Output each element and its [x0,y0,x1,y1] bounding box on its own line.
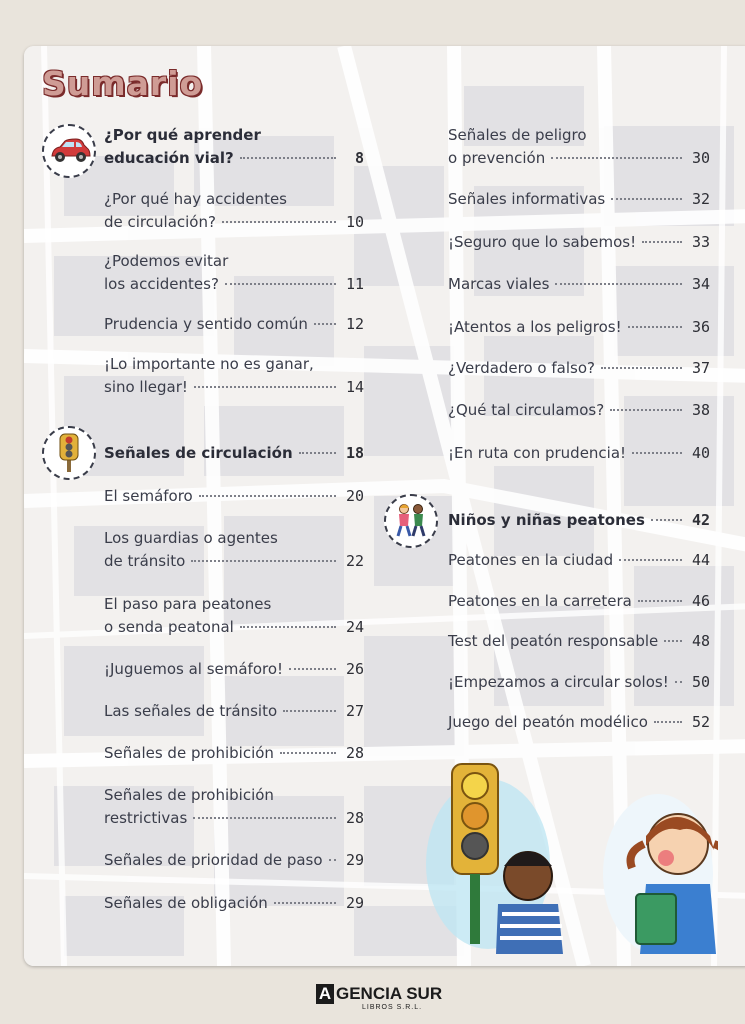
toc-entry-title: ¡En ruta con prudencia! [448,444,627,462]
toc-entry[interactable] [104,353,364,399]
toc-entry-page: 29 [345,894,364,912]
toc-entry[interactable] [448,711,710,734]
toc-entry[interactable] [448,231,710,254]
toc-entry-title: Prudencia y sentido común [104,315,308,333]
leader-dots [675,681,682,683]
toc-entry[interactable] [104,593,364,639]
toc-entry-page: 33 [691,233,710,251]
leader-dots [628,326,682,328]
toc-entry-page: 12 [345,315,364,333]
toc-entry-title: ¿Verdadero o falso? [448,359,595,377]
toc-entry[interactable] [104,700,364,723]
toc-entry[interactable] [104,742,364,765]
toc-entry[interactable] [448,124,710,170]
page-title: Sumario [42,64,204,103]
toc-entry-title: Señales de prohibición [104,744,274,762]
toc-entry-title: Peatones en la carretera [448,592,632,610]
toc-entry[interactable] [104,784,364,830]
toc-entry-page: 27 [345,702,364,720]
toc-entry[interactable] [104,313,364,336]
toc-entry-title: Marcas viales [448,275,550,293]
toc-entry-page: 38 [691,401,710,419]
leader-dots [191,560,336,562]
toc-entry[interactable] [448,509,710,532]
toc-entry[interactable] [104,892,364,915]
toc-entry-title: los accidentes? [104,275,219,293]
toc-entry-title-line1: Señales de prohibición [104,786,274,804]
leader-dots [619,559,682,561]
toc-entry-title: o senda peatonal [104,618,234,636]
toc-entry[interactable] [448,549,710,572]
toc-entry-page: 28 [345,744,364,762]
toc-entry-title: Test del peatón responsable [448,632,659,650]
car-icon [42,124,96,178]
toc-entry-title: Juego del peatón modélico [448,713,648,731]
toc-entry-title: educación vial? [104,149,234,167]
toc-entry-title: ¿Qué tal circulamos? [448,401,605,419]
toc-entry-page: 52 [691,713,710,731]
pedestrian-kids-icon [384,494,438,548]
leader-dots [225,283,336,285]
leader-dots [654,721,682,723]
toc-entry-title: Señales de circulación [104,444,293,462]
toc-entry[interactable] [448,188,710,211]
leader-dots [555,283,682,285]
kids-traffic-light-illustration [418,754,718,954]
toc-entry-title: ¡Juguemos al semáforo! [104,660,284,678]
toc-entry-page: 8 [354,149,364,167]
leader-dots [289,668,336,670]
leader-dots [193,817,336,819]
toc-entry-title: Señales informativas [448,190,606,208]
toc-entry[interactable] [448,273,710,296]
toc-entry[interactable] [104,442,364,465]
leader-dots [222,221,336,223]
toc-entry[interactable] [104,250,364,296]
toc-entry-title: Señales de obligación [104,894,268,912]
toc-entry-page: 40 [691,444,710,462]
toc-entry[interactable] [448,590,710,613]
toc-entry-title-line1: ¿Podemos evitar [104,252,229,270]
toc-entry-title: Señales de prioridad de paso [104,851,323,869]
toc-entry-page: 42 [691,511,710,529]
toc-entry-page: 26 [345,660,364,678]
toc-entry-title: o prevención [448,149,546,167]
toc-entry-title: Peatones en la ciudad [448,551,614,569]
toc-entry-title: de circulación? [104,213,216,231]
leader-dots [280,752,336,754]
toc-entry-title-line1: Señales de peligro [448,126,587,144]
toc-entry[interactable] [448,357,710,380]
toc-entry-page: 10 [345,213,364,231]
leader-dots [664,640,682,642]
leader-dots [240,157,336,159]
toc-entry[interactable] [448,671,710,694]
leader-dots [314,323,336,325]
toc-entry-page: 50 [691,673,710,691]
toc-entry[interactable] [448,442,710,465]
toc-entry[interactable] [448,316,710,339]
logo-subtitle: LIBROS S.R.L. [362,1004,423,1011]
traffic-light-icon [42,426,96,480]
toc-entry[interactable] [104,124,364,170]
toc-entry-title: Niños y niñas peatones [448,511,645,529]
toc-entry-page: 22 [345,552,364,570]
contents-page [24,46,745,966]
toc-entry-page: 44 [691,551,710,569]
leader-dots [551,157,682,159]
toc-entry-page: 11 [345,275,364,293]
toc-entry-title: ¡Atentos a los peligros! [448,318,622,336]
leader-dots [194,386,336,388]
toc-entry-page: 32 [691,190,710,208]
toc-entry[interactable] [104,658,364,681]
toc-entry-page: 34 [691,275,710,293]
leader-dots [329,859,336,861]
toc-entry-title: de tránsito [104,552,186,570]
publisher-logo [316,982,443,1018]
toc-entry-title: sino llegar! [104,378,188,396]
toc-entry-page: 29 [345,851,364,869]
leader-dots [651,519,682,521]
leader-dots [240,626,336,628]
toc-entry-title: Las señales de tránsito [104,702,278,720]
toc-entry-title-line1: ¿Por qué hay accidentes [104,190,287,208]
toc-entry-page: 20 [345,487,364,505]
leader-dots [299,452,336,454]
leader-dots [611,198,682,200]
toc-entry-page: 18 [345,444,364,462]
leader-dots [274,902,336,904]
toc-entry-title-line1: El paso para peatones [104,595,272,613]
leader-dots [199,495,336,497]
toc-entry[interactable] [448,630,710,653]
toc-entry-title-line1: ¡Lo importante no es ganar, [104,355,314,373]
leader-dots [601,367,682,369]
logo-name: GENCIA SUR [336,984,443,1003]
toc-entry-page: 24 [345,618,364,636]
toc-entry-title: ¡Empezamos a circular solos! [448,673,669,691]
toc-entry[interactable] [104,188,364,234]
logo-letter: A [316,984,334,1004]
toc-entry-title: El semáforo [104,487,193,505]
toc-entry[interactable] [104,849,364,872]
toc-entry-page: 37 [691,359,710,377]
toc-entry-title-line1: Los guardias o agentes [104,529,278,547]
leader-dots [642,241,682,243]
toc-entry-title-line1: ¿Por qué aprender [104,126,261,144]
toc-entry[interactable] [104,485,364,508]
leader-dots [638,600,682,602]
leader-dots [283,710,336,712]
toc-entry-title: restrictivas [104,809,188,827]
leader-dots [610,409,682,411]
toc-entry[interactable] [104,527,364,573]
toc-entry-page: 36 [691,318,710,336]
toc-entry-title: ¡Seguro que lo sabemos! [448,233,637,251]
toc-entry-page: 14 [345,378,364,396]
toc-entry-page: 46 [691,592,710,610]
toc-entry-page: 48 [691,632,710,650]
toc-entry-page: 28 [345,809,364,827]
leader-dots [632,452,682,454]
toc-entry-page: 30 [691,149,710,167]
toc-entry[interactable] [448,399,710,422]
